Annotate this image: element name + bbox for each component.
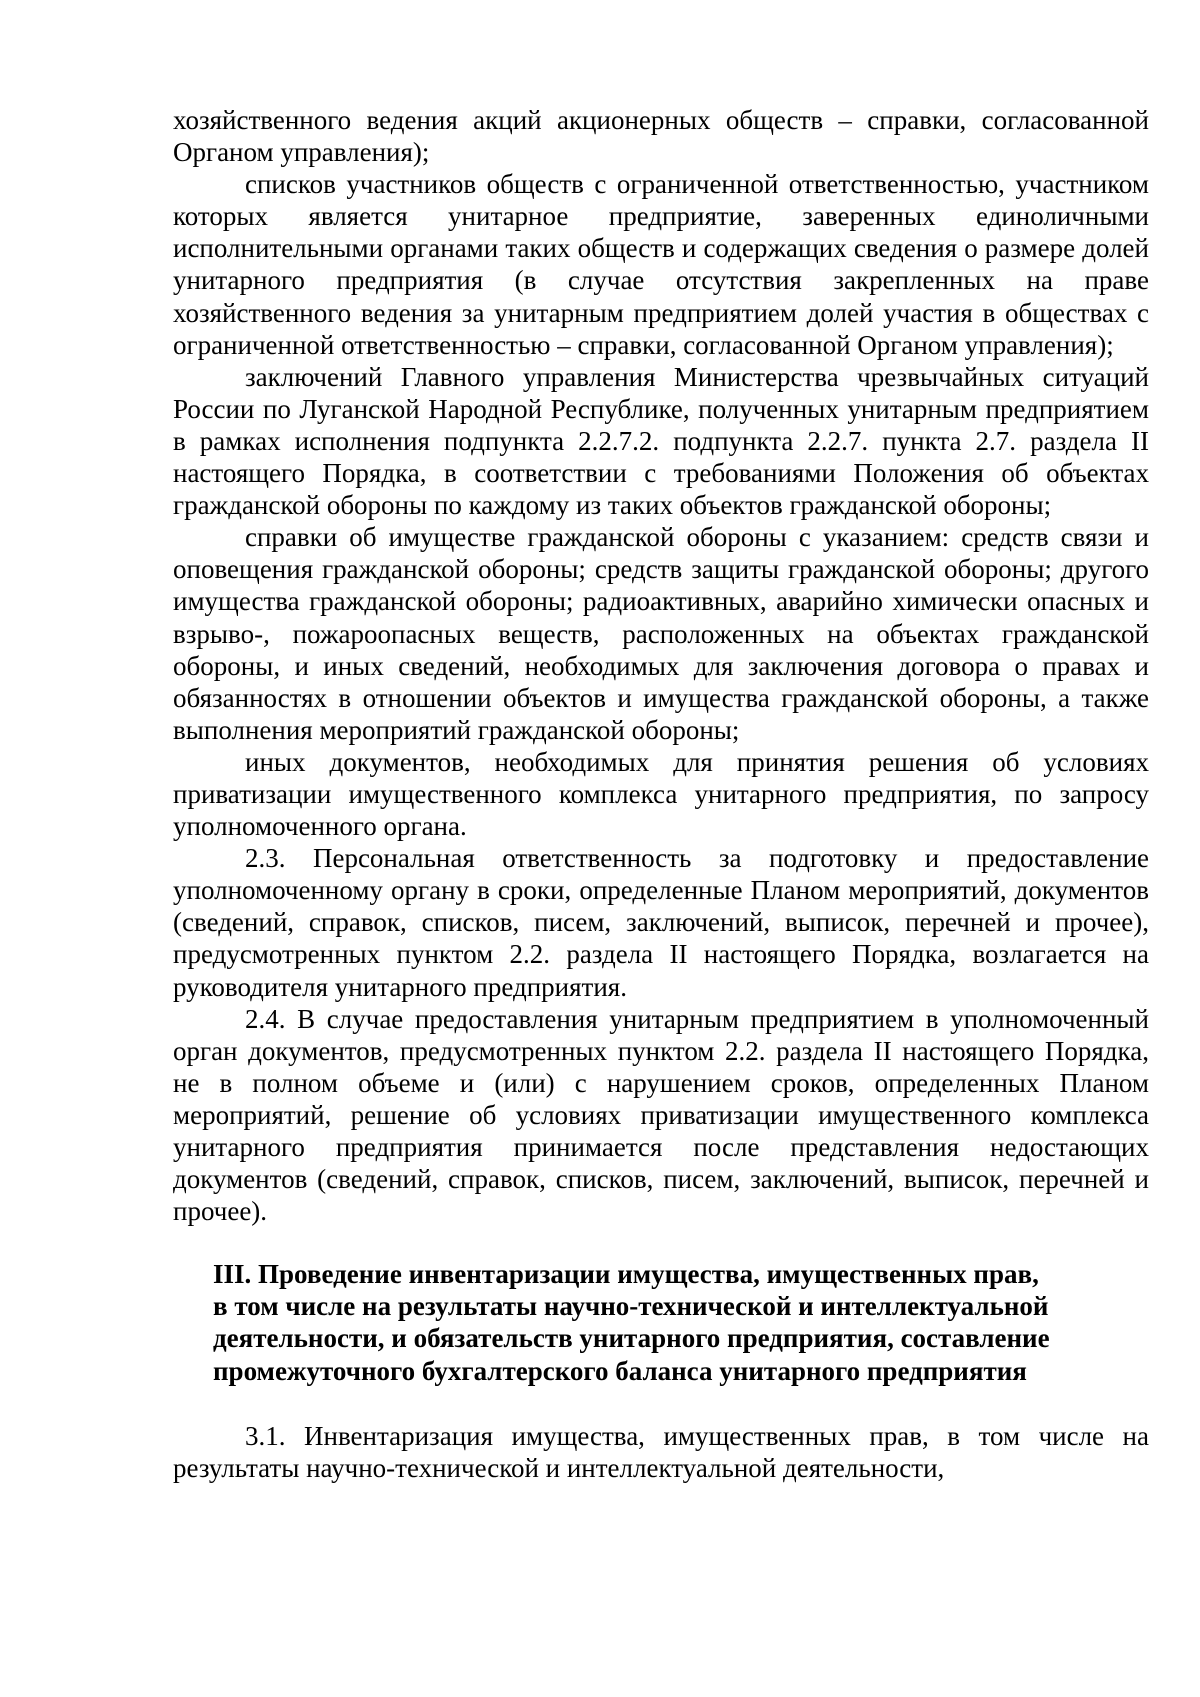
paragraph-other-documents: иных документов, необходимых для принятия решения об условиях приватизации имущественного комплекса унитарного предприятия, по запросу уполномоченного органа.	[173, 746, 1149, 842]
paragraph-2-4	[173, 1003, 1149, 1228]
paragraph-text: В случае предоставления унитарным предприятием в уполномоченный орган документов, предусмотренных пунктом 2.2. раздела II настоящего Порядка, не в полном объеме и (или) с нарушением сроков, определенных Планом мероприятий, решение об условиях приватизации имущественного комплекса унитарного предприятия принимается после представления недостающих документов (сведений, справок, списков, писем, заключений, выписок, перечней и прочее).	[173, 1003, 1150, 1227]
paragraph-emergency-conclusions: заключений Главного управления Министерства чрезвычайных ситуаций России по Луганской Народной Республике, полученных унитарным предприятием в рамках исполнения подпункта 2.2.7.2. подпункта 2.2.7. пункта 2.7. раздела II настоящего Порядка, в соответствии с требованиями Положения об объектах гражданской обороны по каждому из таких объектов гражданской обороны;	[173, 361, 1149, 521]
paragraph-civil-defense-property: справки об имуществе гражданской обороны с указанием: средств связи и оповещения гражданской обороны; средств защиты гражданской обороны; другого имущества гражданской обороны; радиоактивных, аварийно химически опасных и взрыво-, пожароопасных веществ, расположенных на объектах гражданской обороны, и иных сведений, необходимых для заключения договора о правах и обязанностях в отношении объектов и имущества гражданской обороны, а также выполнения мероприятий гражданской обороны;	[173, 522, 1149, 745]
section-heading-line: в том числе на результаты научно-технической и интеллектуальной	[213, 1291, 1049, 1322]
paragraph-llc-participant-lists: списков участников обществ с ограниченной ответственностью, участником которых является унитарное предприятие, заверенных единоличными исполнительными органами таких обществ и содержащих сведения о размере долей унитарного предприятия (в случае отсутствия закрепленных на праве хозяйственного ведения за унитарным предприятием долей участия в обществах с ограниченной ответственностью – справки, согласованной Органом управления);	[173, 169, 1149, 360]
paragraph-text: Персональная ответственность за подготовку и предоставление уполномоченному органу в сроки, определенные Планом мероприятий, документов (сведений, справок, списков, писем, заключений, выписок, перечней и прочее), предусмотренных пунктом 2.2. раздела II настоящего Порядка, возлагается на руководителя унитарного предприятия.	[173, 843, 1150, 1002]
paragraph-number: 2.4.	[245, 1003, 286, 1034]
paragraph-continuation: хозяйственного ведения акций акционерных обществ – справки, согласованной Органом управления);	[173, 105, 1149, 168]
paragraph-3-1	[173, 1420, 1149, 1484]
section-heading-iii	[173, 1258, 1149, 1386]
section-heading-line: деятельности, и обязательств унитарного предприятия, составление	[213, 1323, 1050, 1354]
section-heading-line: III. Проведение инвентаризации имущества, имущественных прав,	[213, 1259, 1039, 1290]
paragraph-text: Инвентаризация имущества, имущественных прав, в том числе на результаты научно-технической и интеллектуальной деятельности,	[173, 1420, 1149, 1483]
section-heading-line: промежуточного бухгалтерского баланса унитарного предприятия	[213, 1355, 1027, 1386]
document-page	[173, 104, 1149, 1484]
paragraph-2-3	[173, 842, 1149, 1002]
paragraph-number: 2.3.	[245, 843, 286, 874]
section-spacer	[173, 1387, 1149, 1420]
paragraph-number: 3.1.	[245, 1420, 286, 1451]
